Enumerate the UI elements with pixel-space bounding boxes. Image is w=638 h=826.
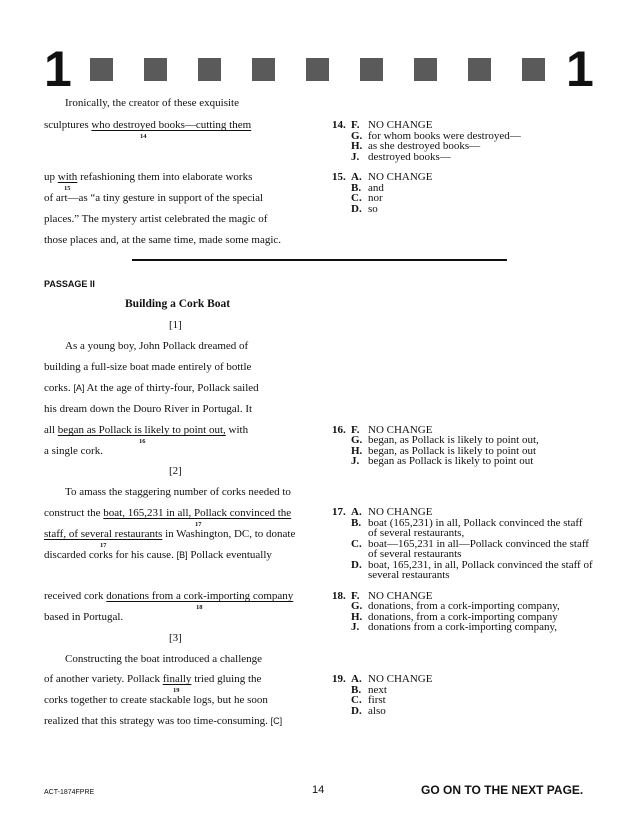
paragraph-marker: [3] <box>169 632 182 644</box>
question-marker-18: 18 <box>196 604 203 611</box>
section-number-left: 1 <box>44 41 72 97</box>
question-number: 15. <box>332 171 346 183</box>
choice-letter[interactable]: H. <box>351 140 363 152</box>
passage-text: with <box>228 424 249 436</box>
choice-letter[interactable]: B. <box>351 684 362 696</box>
header-square <box>252 58 275 81</box>
choice-letter[interactable]: F. <box>351 119 360 131</box>
choice-text[interactable]: NO CHANGE <box>368 590 433 602</box>
choice-text[interactable]: boat—165,231 in all—Pollack convinced the staff <box>368 538 589 550</box>
choice-letter[interactable]: C. <box>351 538 362 550</box>
choice-text[interactable]: began as Pollack is likely to point out <box>368 455 534 467</box>
choice-text[interactable]: so <box>368 203 378 215</box>
header-square <box>414 58 437 81</box>
passage-line: As a young boy, John Pollack dreamed of <box>65 340 249 352</box>
question-number: 14. <box>332 119 346 131</box>
choice-text-continued[interactable]: several restaurants <box>368 569 450 581</box>
choice-letter[interactable]: H. <box>351 611 363 623</box>
question-marker-15: 15 <box>64 185 71 192</box>
passage-text: up <box>44 171 55 183</box>
passage-line <box>44 715 282 728</box>
choice-text[interactable]: NO CHANGE <box>368 424 433 436</box>
passage-line <box>44 424 248 437</box>
underlined-portion-19: finally <box>162 673 192 685</box>
sentence-marker-c: [C] <box>270 716 283 726</box>
choice-text[interactable]: began, as Pollack is likely to point out <box>368 445 537 457</box>
choice-text[interactable]: NO CHANGE <box>368 673 433 685</box>
passage-line <box>44 507 291 520</box>
choice-text[interactable]: nor <box>368 192 383 204</box>
passage-line: of art—as “a tiny gesture in support of the special <box>44 192 264 204</box>
passage-title: Building a Cork Boat <box>125 298 231 310</box>
passage-text: construct the <box>44 507 101 519</box>
passage-text: in Washington, DC, to donate <box>165 528 296 540</box>
choice-letter[interactable]: F. <box>351 590 360 602</box>
choice-letter[interactable]: A. <box>351 171 362 183</box>
question-marker-17: 17 <box>195 521 202 528</box>
choice-letter[interactable]: H. <box>351 445 363 457</box>
choice-letter[interactable]: G. <box>351 434 363 446</box>
passage-text: of another variety. Pollack <box>44 673 160 685</box>
passage-text: At the age of thirty-four, Pollack sailed <box>86 382 259 394</box>
passage-line <box>44 382 259 395</box>
question-number: 17. <box>332 506 346 518</box>
page-number: 14 <box>312 784 325 796</box>
passage-text: all <box>44 424 55 436</box>
choice-text[interactable]: also <box>368 705 386 717</box>
passage-line: corks together to create stackable logs, but he soon <box>44 694 268 706</box>
header-square <box>306 58 329 81</box>
passage-line: those places and, at the same time, made some magic. <box>44 234 282 246</box>
passage-line: building a full-size boat made entirely of bottle <box>44 361 252 373</box>
passage-line: Constructing the boat introduced a challenge <box>65 653 263 665</box>
passage-text: tried gluing the <box>194 673 262 685</box>
sentence-marker-a: [A] <box>73 383 85 393</box>
choice-text-continued[interactable]: of several restaurants <box>368 548 462 560</box>
choice-text[interactable]: for whom books were destroyed— <box>368 130 521 142</box>
choice-letter[interactable]: J. <box>351 455 360 467</box>
section-number-right: 1 <box>566 41 594 97</box>
choice-letter[interactable]: J. <box>351 151 360 163</box>
sentence-marker-b: [B] <box>176 550 188 560</box>
choice-text[interactable]: began, as Pollack is likely to point out, <box>368 434 539 446</box>
choice-text[interactable]: and <box>368 182 384 194</box>
choice-text[interactable]: donations, from a cork-importing company <box>368 611 558 623</box>
passage-text: sculptures <box>44 119 89 131</box>
form-code: ACT-1874FPRE <box>44 789 95 796</box>
passage-line <box>44 549 272 562</box>
choice-letter[interactable]: A. <box>351 506 362 518</box>
choice-text[interactable]: NO CHANGE <box>368 171 433 183</box>
header-square <box>90 58 113 81</box>
choice-letter[interactable]: B. <box>351 517 362 529</box>
passage-label: PASSAGE II <box>44 279 95 289</box>
passage-text: realized that this strategy was too time-consuming. <box>44 715 268 727</box>
passage-text: corks. <box>44 382 71 394</box>
passage-line: based in Portugal. <box>44 611 124 623</box>
passage-line <box>44 528 295 541</box>
choice-text[interactable]: NO CHANGE <box>368 119 433 131</box>
choice-text[interactable]: donations from a cork-importing company, <box>368 621 557 633</box>
choice-text[interactable]: first <box>368 694 386 706</box>
passage-text: refashioning them into elaborate works <box>80 171 253 183</box>
go-on-notice: GO ON TO THE NEXT PAGE. <box>421 783 584 797</box>
passage-line: his dream down the Douro River in Portugal. It <box>44 403 253 415</box>
choice-letter[interactable]: G. <box>351 130 363 142</box>
choice-text[interactable]: as she destroyed books— <box>368 140 481 152</box>
choice-text[interactable]: boat, 165,231, in all, Pollack convinced the staff of <box>368 559 593 571</box>
paragraph-marker: [2] <box>169 465 182 477</box>
passage-line: places.” The mystery artist celebrated the magic of <box>44 213 268 225</box>
passage-line <box>44 119 251 132</box>
passage-text: received cork <box>44 590 104 602</box>
header-square <box>144 58 167 81</box>
question-marker-16: 16 <box>139 438 146 445</box>
choice-text[interactable]: donations, from a cork-importing company, <box>368 600 560 612</box>
choice-text-continued[interactable]: of several restaurants, <box>368 527 465 539</box>
choice-letter[interactable]: D. <box>351 203 362 215</box>
passage-line <box>44 171 252 184</box>
passage-line: a single cork. <box>44 445 103 457</box>
choice-text[interactable]: NO CHANGE <box>368 506 433 518</box>
choice-text[interactable]: boat (165,231) in all, Pollack convinced the staff <box>368 517 583 529</box>
choice-letter[interactable]: D. <box>351 705 362 717</box>
paragraph-marker: [1] <box>169 319 182 331</box>
header-square <box>360 58 383 81</box>
passage-line: To amass the staggering number of corks needed to <box>65 486 291 498</box>
question-number: 16. <box>332 424 346 436</box>
choice-letter[interactable]: C. <box>351 192 362 204</box>
underlined-portion-17b: staff, of several restaurants <box>44 528 163 540</box>
passage-text: Pollack eventually <box>190 549 272 561</box>
choice-letter[interactable]: B. <box>351 182 362 194</box>
underlined-portion-18: donations from a cork-importing company <box>106 590 294 602</box>
underlined-portion-17: boat, 165,231 in all, Pollack convinced the <box>103 507 292 519</box>
question-marker-14: 14 <box>140 133 147 140</box>
question-marker-19: 19 <box>173 687 180 694</box>
question-marker-17: 17 <box>100 542 107 549</box>
passage-divider <box>132 259 507 261</box>
passage-line: Ironically, the creator of these exquisite <box>65 97 239 109</box>
choice-letter[interactable]: D. <box>351 559 362 571</box>
choice-letter[interactable]: A. <box>351 673 362 685</box>
question-number: 19. <box>332 673 346 685</box>
choice-letter[interactable]: G. <box>351 600 363 612</box>
passage-line <box>44 590 293 603</box>
choice-letter[interactable]: J. <box>351 621 360 633</box>
passage-line <box>44 673 261 686</box>
header-square <box>522 58 545 81</box>
underlined-portion-16: began as Pollack is likely to point out, <box>57 424 226 436</box>
question-number: 18. <box>332 590 346 602</box>
passage-text: discarded corks for his cause. <box>44 549 174 561</box>
header-square <box>468 58 491 81</box>
choice-letter[interactable]: C. <box>351 694 362 706</box>
choice-letter[interactable]: F. <box>351 424 360 436</box>
underlined-portion-15: with <box>57 171 78 183</box>
underlined-portion-14: who destroyed books—cutting them <box>91 119 252 131</box>
choice-text[interactable]: next <box>368 684 387 696</box>
header-square <box>198 58 221 81</box>
choice-text[interactable]: destroyed books— <box>368 151 451 163</box>
